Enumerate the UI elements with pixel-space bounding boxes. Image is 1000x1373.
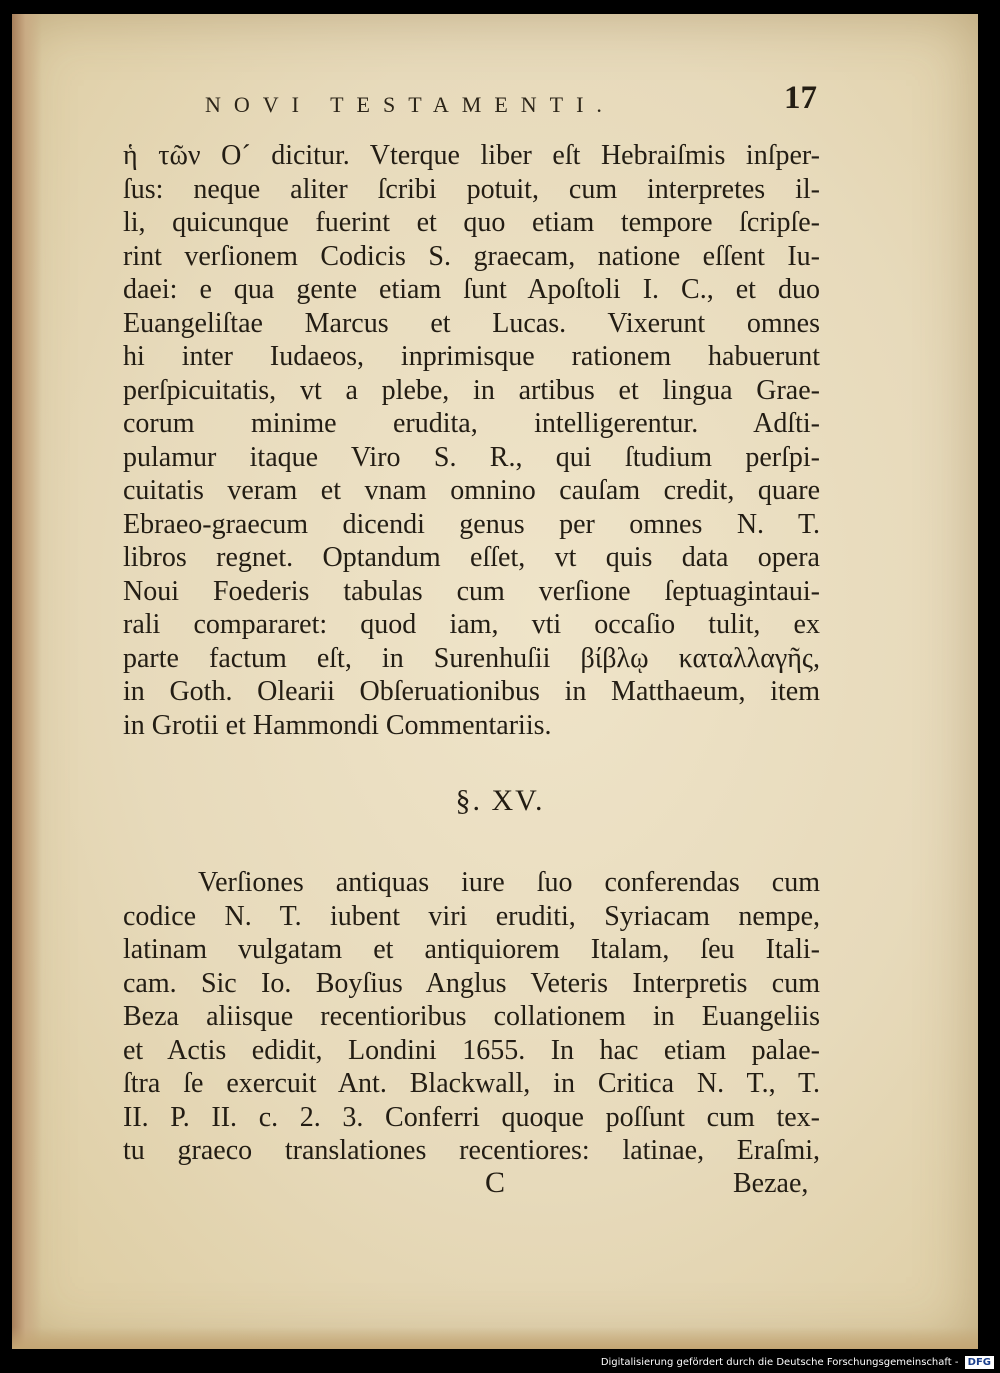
text-line: daei: e qua gente etiam ſunt Apoſtoli I. C., et duo	[123, 274, 820, 305]
paragraph-2	[123, 866, 820, 1168]
running-head: NOVI TESTAMENTI.	[205, 92, 615, 117]
signature-mark: C	[485, 1166, 506, 1199]
text-line: cuitatis veram et vnam omnino cauſam credit, quare	[123, 475, 820, 506]
text-line: codice N. T. iubent viri eruditi, Syriacam nempe,	[123, 900, 820, 932]
section-heading: §. XV.	[455, 784, 545, 817]
text-line: ἡ τῶν Ο´ dicitur. Vterque liber eſt Hebraiſmis inſper-	[123, 140, 820, 171]
text-line: libros regnet. Optandum eſſet, vt quis data opera	[123, 542, 820, 573]
text-line: rali compararet: quod iam, vti occaſio tulit, ex	[123, 609, 820, 640]
text-line: ſus: neque aliter ſcribi potuit, cum interpretes il-	[123, 173, 820, 205]
paragraph-1	[123, 139, 820, 742]
text-line: Euangeliſtae Marcus et Lucas. Vixerunt omnes	[123, 307, 820, 339]
page-bottom-edge	[12, 1327, 978, 1349]
text-line: li, quicunque fuerint et quo etiam tempore ſcripſe-	[123, 207, 820, 238]
page-binding-shadow	[12, 14, 42, 1349]
text-line: perſpicuitatis, vt a plebe, in artibus et lingua Grae-	[123, 374, 820, 406]
page-number: 17	[784, 80, 817, 116]
text-line: parte factum eſt, in Surenhuſii βίβλῳ καταλλαγῆς,	[123, 642, 820, 674]
text-line: in Grotii et Hammondi Commentariis.	[123, 709, 552, 741]
text-line: Ebraeo-graecum dicendi genus per omnes N. T.	[123, 508, 820, 540]
text-line: cam. Sic Io. Boyſius Anglus Veteris Interpretis cum	[123, 967, 820, 999]
text-line: II. P. II. c. 2. 3. Conferri quoque poſſunt cum tex-	[123, 1101, 820, 1133]
text-line: ſtra ſe exercuit Ant. Blackwall, in Critica N. T., T.	[123, 1068, 820, 1099]
text-line: in Goth. Olearii Obſeruationibus in Matthaeum, item	[123, 676, 820, 707]
text-line: hi inter Iudaeos, inprimisque rationem habuerunt	[123, 341, 820, 372]
text-line: et Actis edidit, Londini 1655. In hac etiam palae-	[123, 1034, 820, 1066]
text-line: rint verſionem Codicis S. graecam, natione eſſent Iu-	[123, 240, 820, 272]
catchword: Bezae,	[733, 1168, 809, 1199]
footer-text: Digitalisierung gefördert durch die Deutsche Forschungsgemeinschaft -	[600, 1357, 959, 1368]
text-line: Noui Foederis tabulas cum verſione ſeptuagintaui-	[123, 575, 820, 607]
text-line: latinam vulgatam et antiquiorem Italam, ſeu Itali-	[123, 934, 820, 965]
text-line: Beza aliisque recentioribus collationem in Euangeliis	[123, 1001, 820, 1032]
text-line: pulamur itaque Viro S. R., qui ſtudium perſpi-	[123, 441, 820, 473]
dfg-logo-icon: DFG	[965, 1356, 994, 1369]
text-line: Verſiones antiquas iure ſuo conferendas cum	[198, 867, 820, 898]
digitization-footer	[600, 1352, 1000, 1373]
text-line: corum minime erudita, intelligerentur. Adſti-	[123, 408, 820, 439]
text-line: tu graeco translationes recentiores: latinae, Eraſmi,	[123, 1135, 820, 1166]
